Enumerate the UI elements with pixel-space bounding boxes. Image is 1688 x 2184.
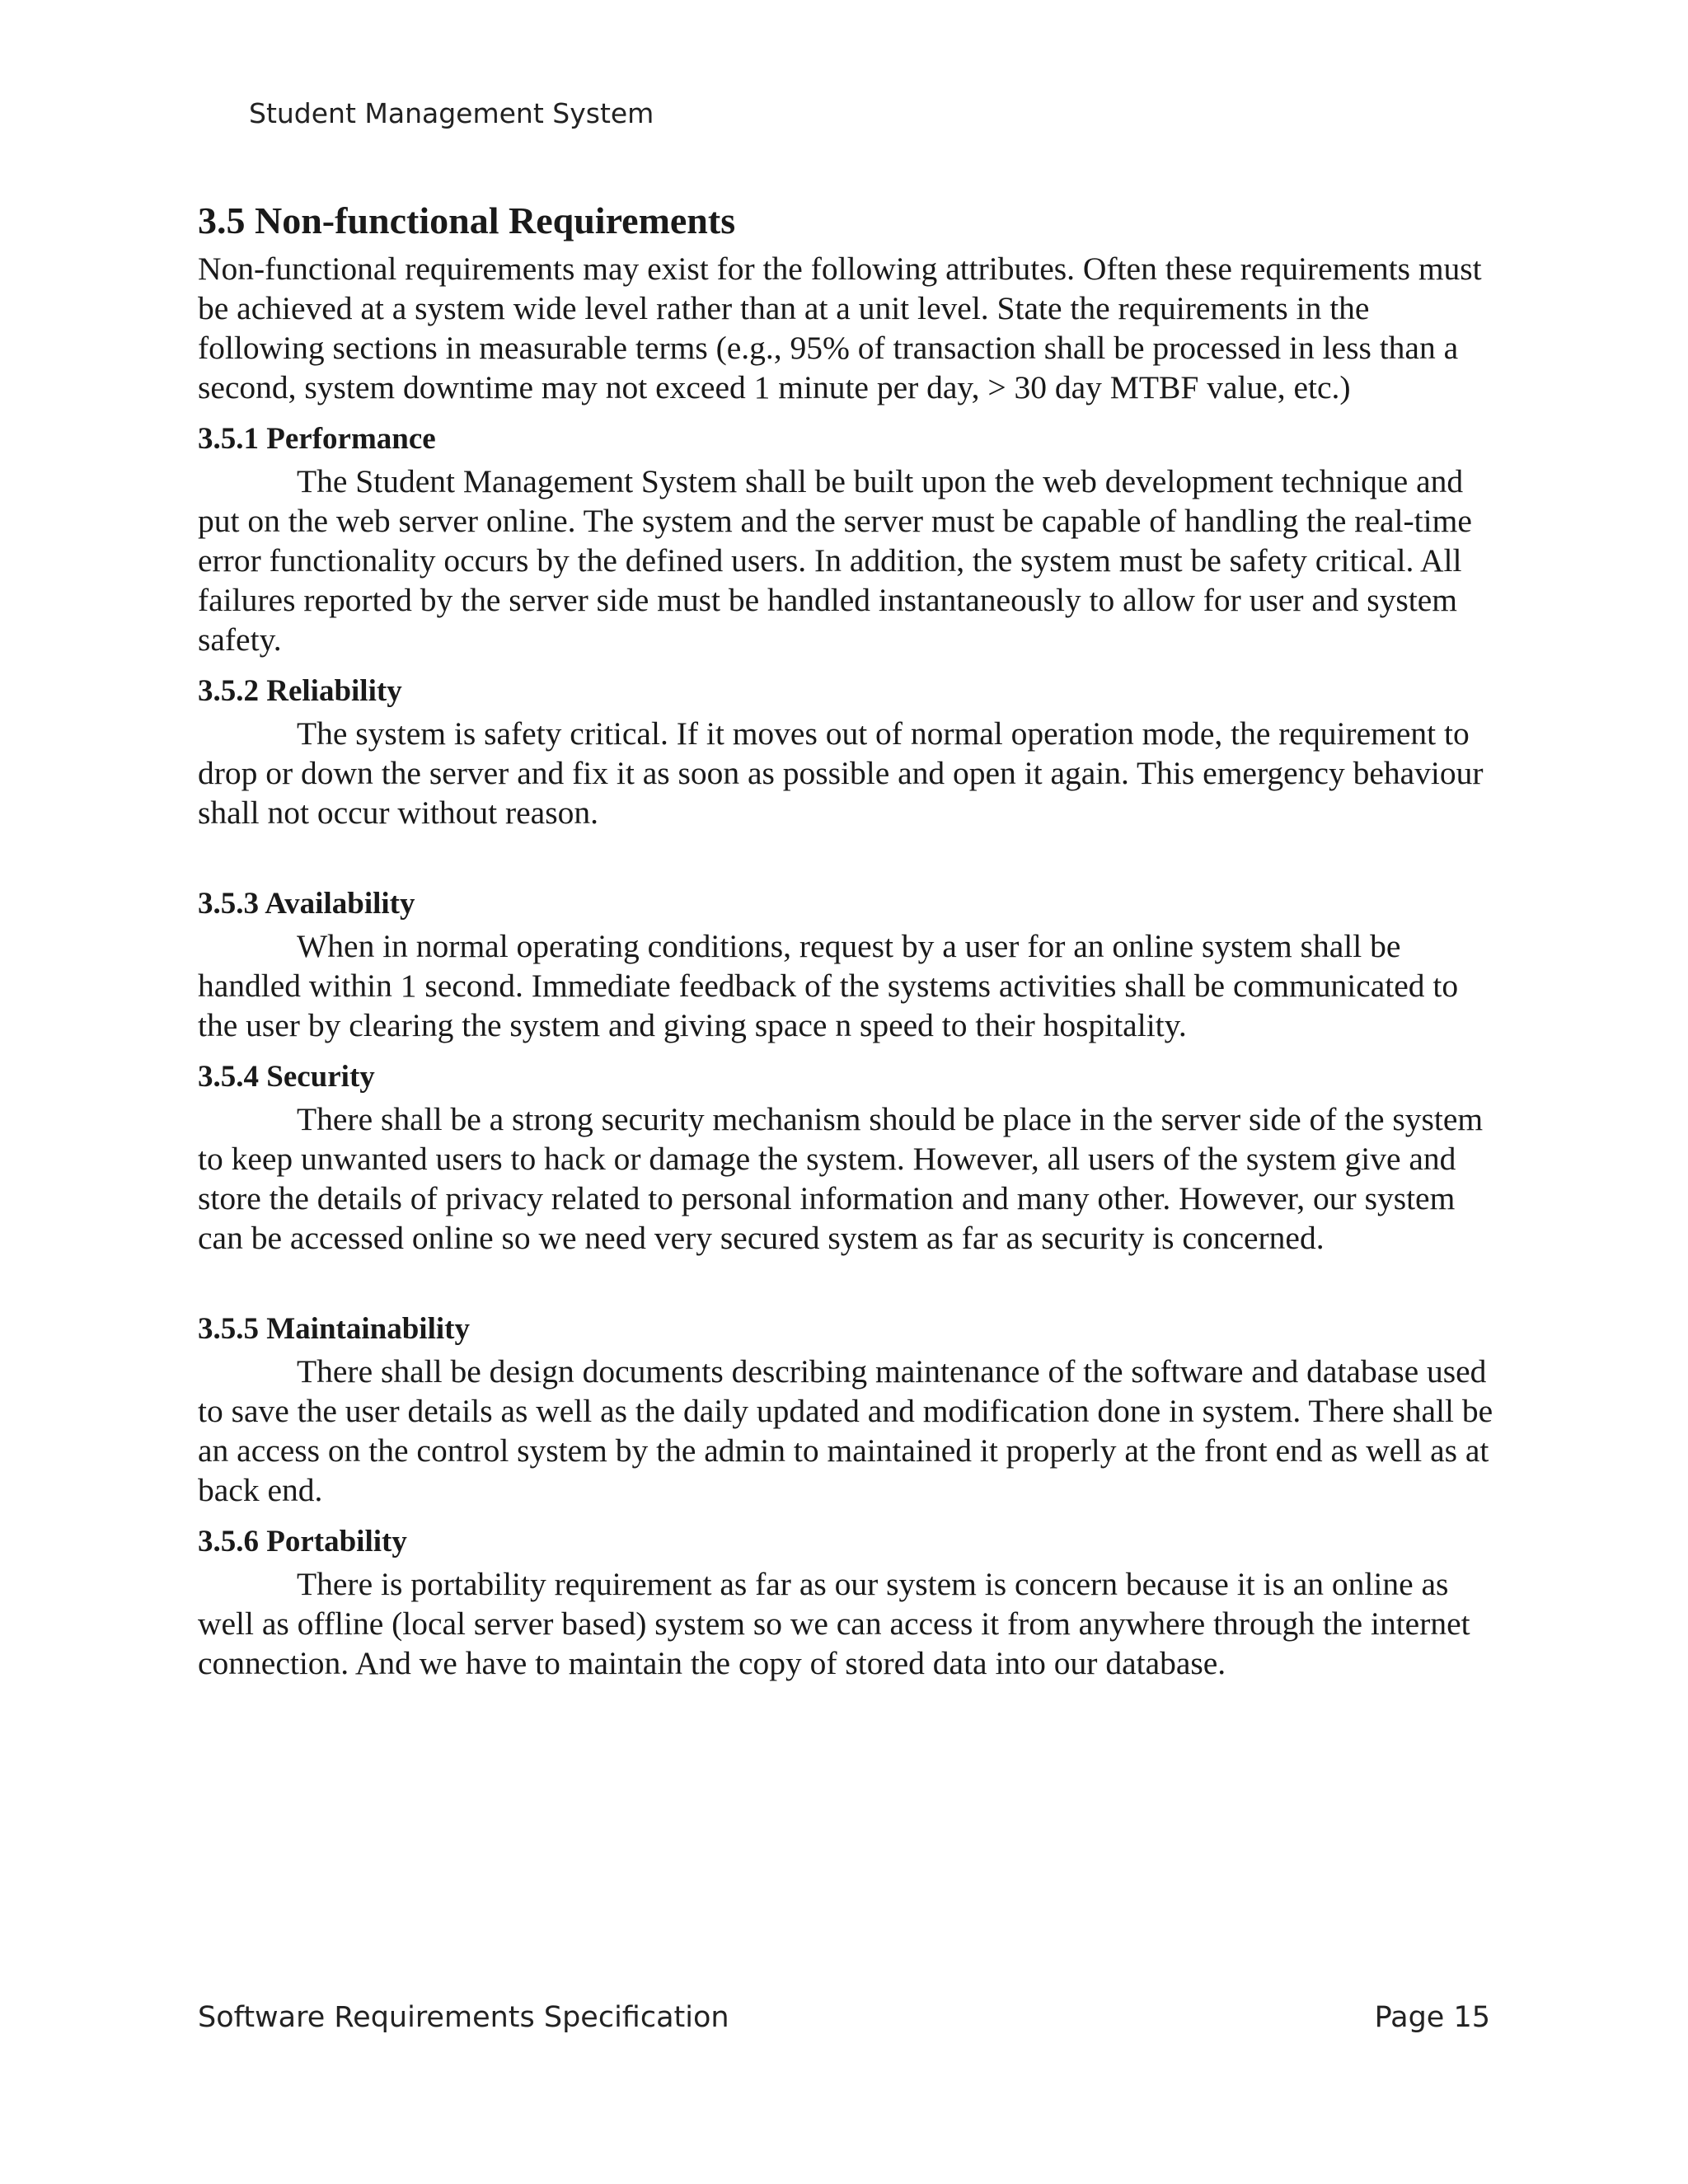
subsection-heading-availability: 3.5.3 Availability <box>198 887 415 921</box>
subsection-heading-performance: 3.5.1 Performance <box>198 422 436 456</box>
subsection-body-availability: When in normal operating conditions, request by a user for an online system shall be handled within 1 second. Immediate feedback of the systems activities shall be communicated to the user by clearing the system and giving space n speed to their hospitality. <box>198 928 1459 1043</box>
subsection-heading-portability: 3.5.6 Portability <box>198 1525 407 1558</box>
subsection-heading-maintainability: 3.5.5 Maintainability <box>198 1312 470 1346</box>
section-heading: 3.5 Non-functional Requirements <box>198 199 736 241</box>
subsection-heading-reliability: 3.5.2 Reliability <box>198 674 402 708</box>
subsection-body-performance: The Student Management System shall be built upon the web development technique and put on the web server online. The system and the server must be capable of handling the real-time error functionality occurs by the defined users. In addition, the system must be safety critical. All failures reported by the server side must be handled instantaneously to allow for user and system safety. <box>198 463 1472 658</box>
section-intro: Non-functional requirements may exist for the following attributes. Often these requirements must be achieved at a system wide level rather than at a unit level. State the requirements in the following sections in measurable terms (e.g., 95% of transaction shall be processed in less than a second, system downtime may not exceed 1 minute per day, > 30 day MTBF value, etc.) <box>198 251 1482 405</box>
page-header-title: Student Management System <box>249 97 654 129</box>
subsection-body-security: There shall be a strong security mechanism should be place in the server side of the system to keep unwanted users to hack or damage the system. However, all users of the system give and store the details of privacy related to personal information and many other. However, our system can be accessed online so we need very secured system as far as security is concerned. <box>198 1101 1484 1256</box>
subsection-body-maintainability: There shall be design documents describing maintenance of the software and database used to save the user details as well as the daily updated and modification done in system. There shall be an access on the control system by the admin to maintained it properly at the front end as well as at back end. <box>198 1353 1493 1508</box>
document-body <box>198 198 1500 1696</box>
subsection-body-portability: There is portability requirement as far as our system is concern because it is an online as well as offline (local server based) system so we can access it from anywhere through the internet connection. And we have to maintain the copy of stored data into our database. <box>198 1566 1470 1681</box>
footer-document-title: Software Requirements Specification <box>198 2001 729 2034</box>
subsection-body-reliability: The system is safety critical. If it moves out of normal operation mode, the requirement to drop or down the server and fix it as soon as possible and open it again. This emergency behaviour shall not occur without reason. <box>198 715 1484 831</box>
footer-page-number: Page 15 <box>1374 2001 1490 2034</box>
subsection-heading-security: 3.5.4 Security <box>198 1060 375 1094</box>
